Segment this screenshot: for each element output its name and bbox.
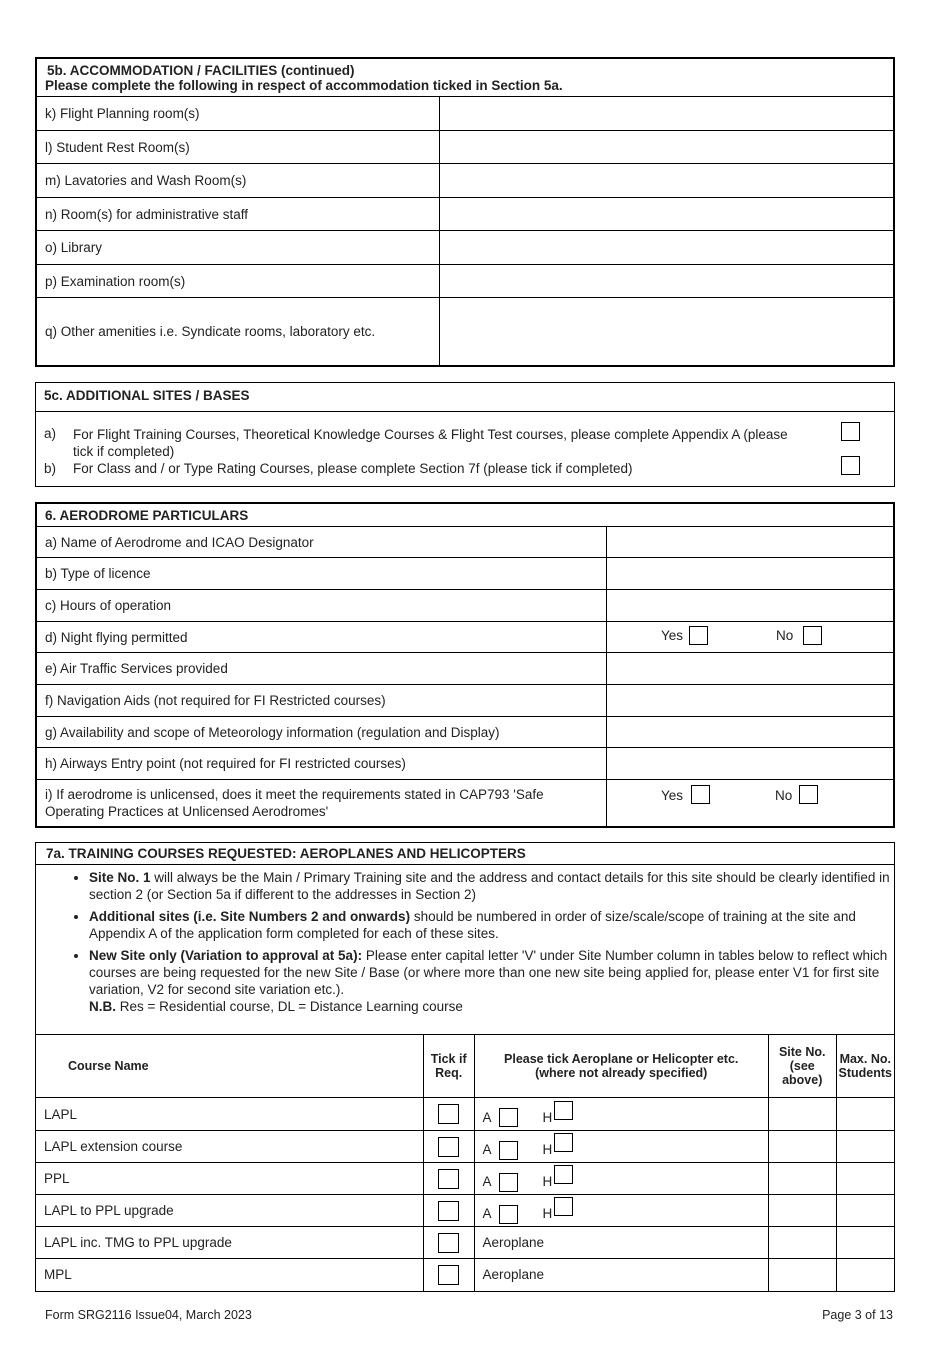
list-item: • Additional sites (i.e. Site Numbers 2 and onwards) should be numbered in order of size/scale/scope of training at the site and Appendix A of the application form completed for each of these sites.: [89, 908, 890, 942]
section-5c-title: 5c. ADDITIONAL SITES / BASES: [36, 383, 894, 412]
site-input[interactable]: [768, 1227, 836, 1259]
max-input[interactable]: [836, 1259, 894, 1291]
yes-label: Yes: [661, 628, 684, 643]
max-input[interactable]: [836, 1098, 894, 1131]
site-input[interactable]: [768, 1163, 836, 1195]
max-input[interactable]: [836, 1227, 894, 1259]
aeroplane-checkbox[interactable]: [499, 1141, 518, 1160]
helicopter-label: H: [542, 1174, 553, 1190]
table-row: [36, 1131, 894, 1163]
table-row: [36, 1259, 894, 1291]
row-label: n) Room(s) for administrative staff: [37, 198, 440, 231]
row-input[interactable]: [607, 653, 894, 685]
course-name: MPL: [36, 1259, 423, 1291]
guidance-list: [36, 869, 894, 1015]
type-cell: [474, 1195, 768, 1227]
night-no-checkbox[interactable]: [803, 626, 822, 645]
section-6-title: 6. AERODROME PARTICULARS: [37, 504, 894, 527]
table-row: [36, 1163, 894, 1195]
table-row: [36, 1227, 894, 1259]
header-course: Course Name: [36, 1035, 423, 1098]
list-item: • Site No. 1 will always be the Main / Primary Training site and the address and contact details for this site should be clearly identified in section 2 (or Section 5a if different to the addresses in Section 2): [89, 869, 890, 903]
aeroplane-checkbox[interactable]: [499, 1205, 518, 1224]
tick-checkbox[interactable]: [438, 1137, 459, 1157]
row-input[interactable]: [440, 97, 894, 131]
helicopter-checkbox[interactable]: [554, 1197, 573, 1216]
footer-form: Form SRG2116 Issue04, March 2023: [45, 1308, 252, 1322]
tick-checkbox[interactable]: [438, 1201, 459, 1221]
row-input[interactable]: [440, 231, 894, 265]
tick-checkbox[interactable]: [438, 1233, 459, 1253]
site-input[interactable]: [768, 1259, 836, 1291]
section-6: [35, 502, 895, 828]
courses-table: [36, 1034, 894, 1291]
row-label: c) Hours of operation: [37, 590, 607, 622]
row-label: i) If aerodrome is unlicensed, does it meet the requirements stated in CAP793 'Safe Operating Practices at Unlicensed Aerodromes': [37, 780, 607, 827]
site-input[interactable]: [768, 1098, 836, 1131]
item-b-label: b): [44, 461, 57, 476]
no-label: No: [776, 628, 794, 643]
aeroplane-checkbox[interactable]: [499, 1108, 518, 1127]
row-label: d) Night flying permitted: [37, 622, 607, 653]
max-input[interactable]: [836, 1163, 894, 1195]
list-item: • New Site only (Variation to approval at 5a): Please enter capital letter 'V' under Site Number column in tables below to reflect which courses are being requested for the new Site / Base (or where more than one new site being applied for, please enter V1 for first site variation, V2 for second site variation etc.). N.B. Res = Residential course, DL = Distance Learning course: [89, 947, 890, 1015]
helicopter-label: H: [542, 1142, 553, 1158]
aeroplane-label: A: [482, 1142, 491, 1158]
table-row: [36, 1195, 894, 1227]
tick-cell: [423, 1131, 474, 1163]
tick-cell: [423, 1259, 474, 1291]
site-input[interactable]: [768, 1131, 836, 1163]
helicopter-label: H: [542, 1206, 553, 1222]
course-name: LAPL extension course: [36, 1131, 423, 1163]
max-input[interactable]: [836, 1195, 894, 1227]
unlicensed-no-checkbox[interactable]: [799, 785, 818, 804]
section-5b-title: 5b. ACCOMMODATION / FACILITIES (continued): [47, 62, 355, 78]
course-name: LAPL: [36, 1098, 423, 1131]
row-input[interactable]: [607, 748, 894, 780]
helicopter-checkbox[interactable]: [554, 1101, 573, 1120]
aeroplane-checkbox[interactable]: [499, 1173, 518, 1192]
site-input[interactable]: [768, 1195, 836, 1227]
footer-page: Page 3 of 13: [822, 1308, 893, 1322]
header-site: Site No. (see above): [768, 1035, 836, 1098]
row-label: q) Other amenities i.e. Syndicate rooms, laboratory etc.: [37, 298, 440, 366]
unlicensed-cell: [607, 780, 894, 827]
row-label: l) Student Rest Room(s): [37, 131, 440, 164]
section-5b-subtitle: Please complete the following in respect of accommodation ticked in Section 5a.: [45, 77, 563, 93]
row-label: p) Examination room(s): [37, 265, 440, 298]
row-input[interactable]: [607, 590, 894, 622]
helicopter-checkbox[interactable]: [554, 1165, 573, 1184]
item-a-text: For Flight Training Courses, Theoretical Knowledge Courses & Flight Test courses, please complete Appendix A (please tick if completed): [73, 427, 788, 459]
course-name: LAPL to PPL upgrade: [36, 1195, 423, 1227]
row-label: a) Name of Aerodrome and ICAO Designator: [37, 527, 607, 558]
unlicensed-yes-checkbox[interactable]: [691, 785, 710, 804]
helicopter-checkbox[interactable]: [554, 1133, 573, 1152]
tick-checkbox[interactable]: [438, 1104, 459, 1124]
tick-cell: [423, 1195, 474, 1227]
header-max: Max. No. Students: [836, 1035, 894, 1098]
row-input[interactable]: [607, 717, 894, 748]
table-row: [36, 1098, 894, 1131]
yes-label: Yes: [661, 788, 684, 803]
item-a-checkbox[interactable]: [841, 422, 860, 441]
section-7a-title: 7a. TRAINING COURSES REQUESTED: AEROPLANES AND HELICOPTERS: [36, 843, 894, 865]
row-label: k) Flight Planning room(s): [37, 97, 440, 131]
row-input[interactable]: [440, 131, 894, 164]
item-b-text: For Class and / or Type Rating Courses, please complete Section 7f (please tick if completed): [73, 461, 633, 476]
header-tick: Tick if Req.: [423, 1035, 474, 1098]
section-5c: [35, 382, 895, 487]
item-a-label: a): [44, 426, 57, 441]
no-label: No: [775, 788, 793, 803]
tick-checkbox[interactable]: [438, 1265, 459, 1285]
aeroplane-label: A: [482, 1174, 491, 1190]
row-input[interactable]: [607, 685, 894, 717]
row-label: b) Type of licence: [37, 558, 607, 590]
aeroplane-label: A: [482, 1206, 491, 1222]
night-yes-checkbox[interactable]: [689, 626, 708, 645]
row-label: h) Airways Entry point (not required for FI restricted courses): [37, 748, 607, 780]
tick-cell: [423, 1227, 474, 1259]
type-cell: [474, 1131, 768, 1163]
helicopter-label: H: [542, 1109, 553, 1125]
row-label: g) Availability and scope of Meteorology information (regulation and Display): [37, 717, 607, 748]
section-5b: [35, 57, 895, 367]
row-label: f) Navigation Aids (not required for FI Restricted courses): [37, 685, 607, 717]
type-cell: [474, 1098, 768, 1131]
row-label: m) Lavatories and Wash Room(s): [37, 164, 440, 198]
header-type: Please tick Aeroplane or Helicopter etc. (where not already specified): [474, 1035, 768, 1098]
row-input[interactable]: [440, 298, 894, 366]
row-input[interactable]: [607, 527, 894, 558]
row-input[interactable]: [440, 164, 894, 198]
type-cell: Aeroplane: [474, 1227, 768, 1259]
type-cell: Aeroplane: [474, 1259, 768, 1291]
row-label: e) Air Traffic Services provided: [37, 653, 607, 685]
tick-cell: [423, 1163, 474, 1195]
tick-cell: [423, 1098, 474, 1131]
aeroplane-label: A: [482, 1109, 491, 1125]
row-input[interactable]: [440, 265, 894, 298]
section-7a: [35, 842, 895, 1292]
course-name: LAPL inc. TMG to PPL upgrade: [36, 1227, 423, 1259]
type-cell: [474, 1163, 768, 1195]
section-5b-header: [37, 59, 894, 97]
row-input[interactable]: [440, 198, 894, 231]
row-label: o) Library: [37, 231, 440, 265]
night-flying-cell: [607, 622, 894, 653]
max-input[interactable]: [836, 1131, 894, 1163]
item-b-checkbox[interactable]: [841, 456, 860, 475]
row-input[interactable]: [607, 558, 894, 590]
course-name: PPL: [36, 1163, 423, 1195]
tick-checkbox[interactable]: [438, 1169, 459, 1189]
